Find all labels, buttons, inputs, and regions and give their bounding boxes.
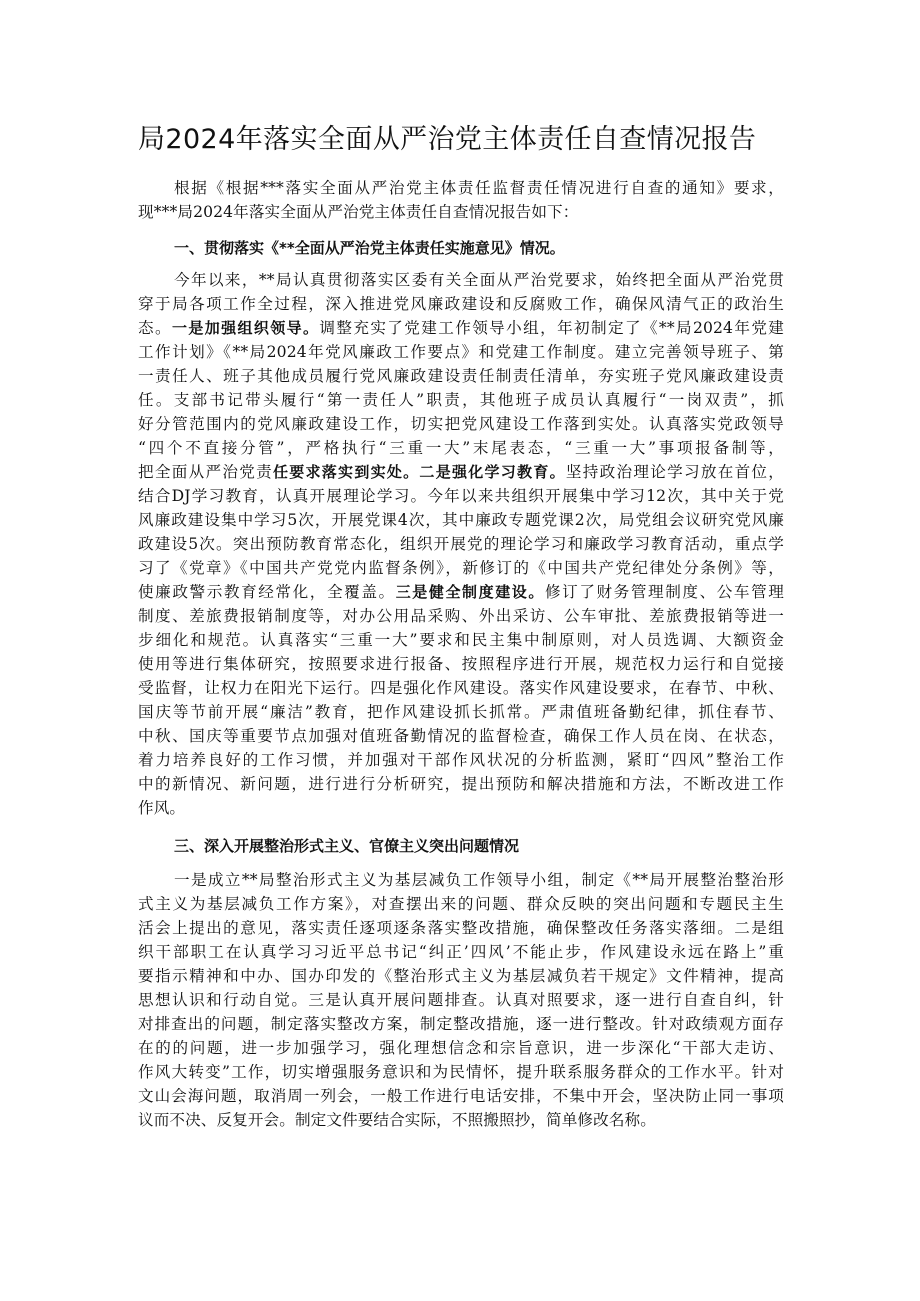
body-line: 今年以来，**局认真贯彻落实区委有关全面从严治党要求，始终把全面从严治党贯 [174, 271, 784, 289]
body-text: 修订了财务管理制度、公车管理 [544, 583, 784, 601]
body-line: 政建设5次。突出预防教育常态化，组织开展党的理论学习和廉政学习教育活动，重点学 [138, 535, 784, 553]
body-text: 调整充实了党建工作领导小组，年初制定了《**局2024年党建 [319, 319, 784, 337]
body-line [138, 316, 784, 340]
body-line: 文山会海问题，取消周一列会，一般工作进行电话安排，不集中开会，坚决防止同一事项 [138, 1087, 784, 1105]
body-text: 把全面从严治党责 [138, 463, 273, 481]
body-line: 作风大转变”工作，切实增强服务意识和为民情怀，提升联系服务群众的工作水平。针对 [138, 1063, 784, 1081]
body-line: 对排查出的问题，制定落实整改方案，制定整改措施，逐一进行整改。针对政绩观方面存 [138, 1015, 784, 1033]
body-line: “四个不直接分管”，严格执行“三重一大”末尾表态，“三重一大”事项报备制等， [138, 439, 784, 457]
body-line: 一责任人、班子其他成员履行党风廉政建设责任制责任清单，夯实班子党风廉政建设责 [138, 367, 784, 385]
subheading-strengthen-leadership: 一是加强组织领导。 [171, 319, 320, 337]
body-line: 着力培养良好的工作习惯，并加强对干部作风状况的分析监测，紧盯“四风”整治工作 [138, 751, 784, 769]
body-line: 在的的问题，进一步加强学习，强化理想信念和宗旨意识，进一步深化“干部大走访、 [138, 1039, 784, 1057]
section-1-heading: 一、贯彻落实《**全面从严治党主体责任实施意见》情况。 [174, 239, 565, 257]
body-line: 一是成立**局整治形式主义为基层减负工作领导小组，制定《**局开展整治整治形 [174, 871, 784, 889]
body-line: 议而不决、反复开会。制定文件要结合实际，不照搬照抄，简单修改名称。 [138, 1111, 656, 1129]
body-line: 步细化和规范。认真落实“三重一大”要求和民主集中制原则，对人员选调、大额资金 [138, 631, 784, 649]
body-line: 要指示精神和中办、国办印发的《整治形式主义为基层减负若干规定》文件精神，提高 [138, 967, 784, 985]
body-text: 态。 [138, 319, 172, 337]
body-line: 式主义为基层减负工作方案》，对查摆出来的问题、群众反映的突出问题和专题民主生 [138, 895, 784, 913]
document-title: 局2024年落实全面从严治党主体责任自查情况报告 [138, 124, 757, 155]
body-line: 制度、差旅费报销制度等，对办公用品采购、外出采访、公车审批、差旅费报销等进一 [138, 607, 784, 625]
body-line: 作风。 [138, 799, 186, 817]
body-line: 好分管范围内的党风廉政建设工作，切实把党风建设工作落到实处。认真落实党政领导 [138, 415, 784, 433]
body-line: 受监督，让权力在阳光下运行。四是强化作风建设。落实作风建设要求，在春节、中秋、 [138, 679, 784, 697]
body-line [138, 460, 784, 484]
intro-line: 根据《根据***落实全面从严治党主体责任监督责任情况进行自查的通知》要求， [174, 179, 784, 197]
subheading-improve-systems: 三是健全制度建设。 [395, 583, 545, 601]
body-line: 织干部职工在认真学习习近平总书记“纠正’四风’不能止步，作风建设永远在路上”重 [138, 943, 784, 961]
body-line: 习了《党章》《中国共产党党内监督条例》，新修订的《中国共产党纪律处分条例》等， [138, 559, 784, 577]
body-line: 思想认识和行动自觉。三是认真开展问题排查。认真对照要求，逐一进行自查自纠，针 [138, 991, 784, 1009]
body-line: 任。支部书记带头履行“第一责任人”职责，其他班子成员认真履行“一岗双责”，抓 [138, 391, 784, 409]
intro-line: 现***局2024年落实全面从严治党主体责任自查情况报告如下： [138, 203, 579, 221]
body-line: 使用等进行集体研究，按照要求进行报备、按照程序进行开展，规范权力运行和自觉接 [138, 655, 784, 673]
body-text: 坚持政治理论学习放在首位， [565, 463, 784, 481]
body-line: 中的新情况、新问题，进行进行分析研究，提出预防和解决措施和方法，不断改进工作 [138, 775, 784, 793]
section-3-heading: 三、深入开展整治形式主义、官僚主义突出问题情况 [174, 837, 520, 855]
body-line: 工作计划》《**局2024年党风廉政工作要点》和党建工作制度。建立完善领导班子、第 [138, 343, 784, 361]
body-line: 风廉政建设集中学习5次，开展党课4次，其中廉政专题党课2次，局党组会议研究党风廉 [138, 511, 784, 529]
body-line: 国庆等节前开展“廉洁”教育，把作风建设抓长抓常。严肃值班备勤纪律，抓住春节、 [138, 703, 784, 721]
body-text: 使廉政警示教育经常化，全覆盖。 [138, 583, 396, 601]
body-line: 穿于局各项工作全过程，深入推进党风廉政建设和反腐败工作，确保风清气正的政治生 [138, 295, 784, 313]
body-line: 中秋、国庆等重要节点加强对值班备勤情况的监督检查，确保工作人员在岗、在状态， [138, 727, 784, 745]
body-line [138, 580, 784, 604]
subheading-strengthen-study: 任要求落实到实处。二是强化学习教育。 [272, 463, 566, 481]
body-line: 活会上提出的意见，落实责任逐项逐条落实整改措施，确保整改任务落实落细。二是组 [138, 919, 784, 937]
body-line: 结合DJ学习教育，认真开展理论学习。今年以来共组织开展集中学习12次，其中关于党 [138, 487, 784, 505]
